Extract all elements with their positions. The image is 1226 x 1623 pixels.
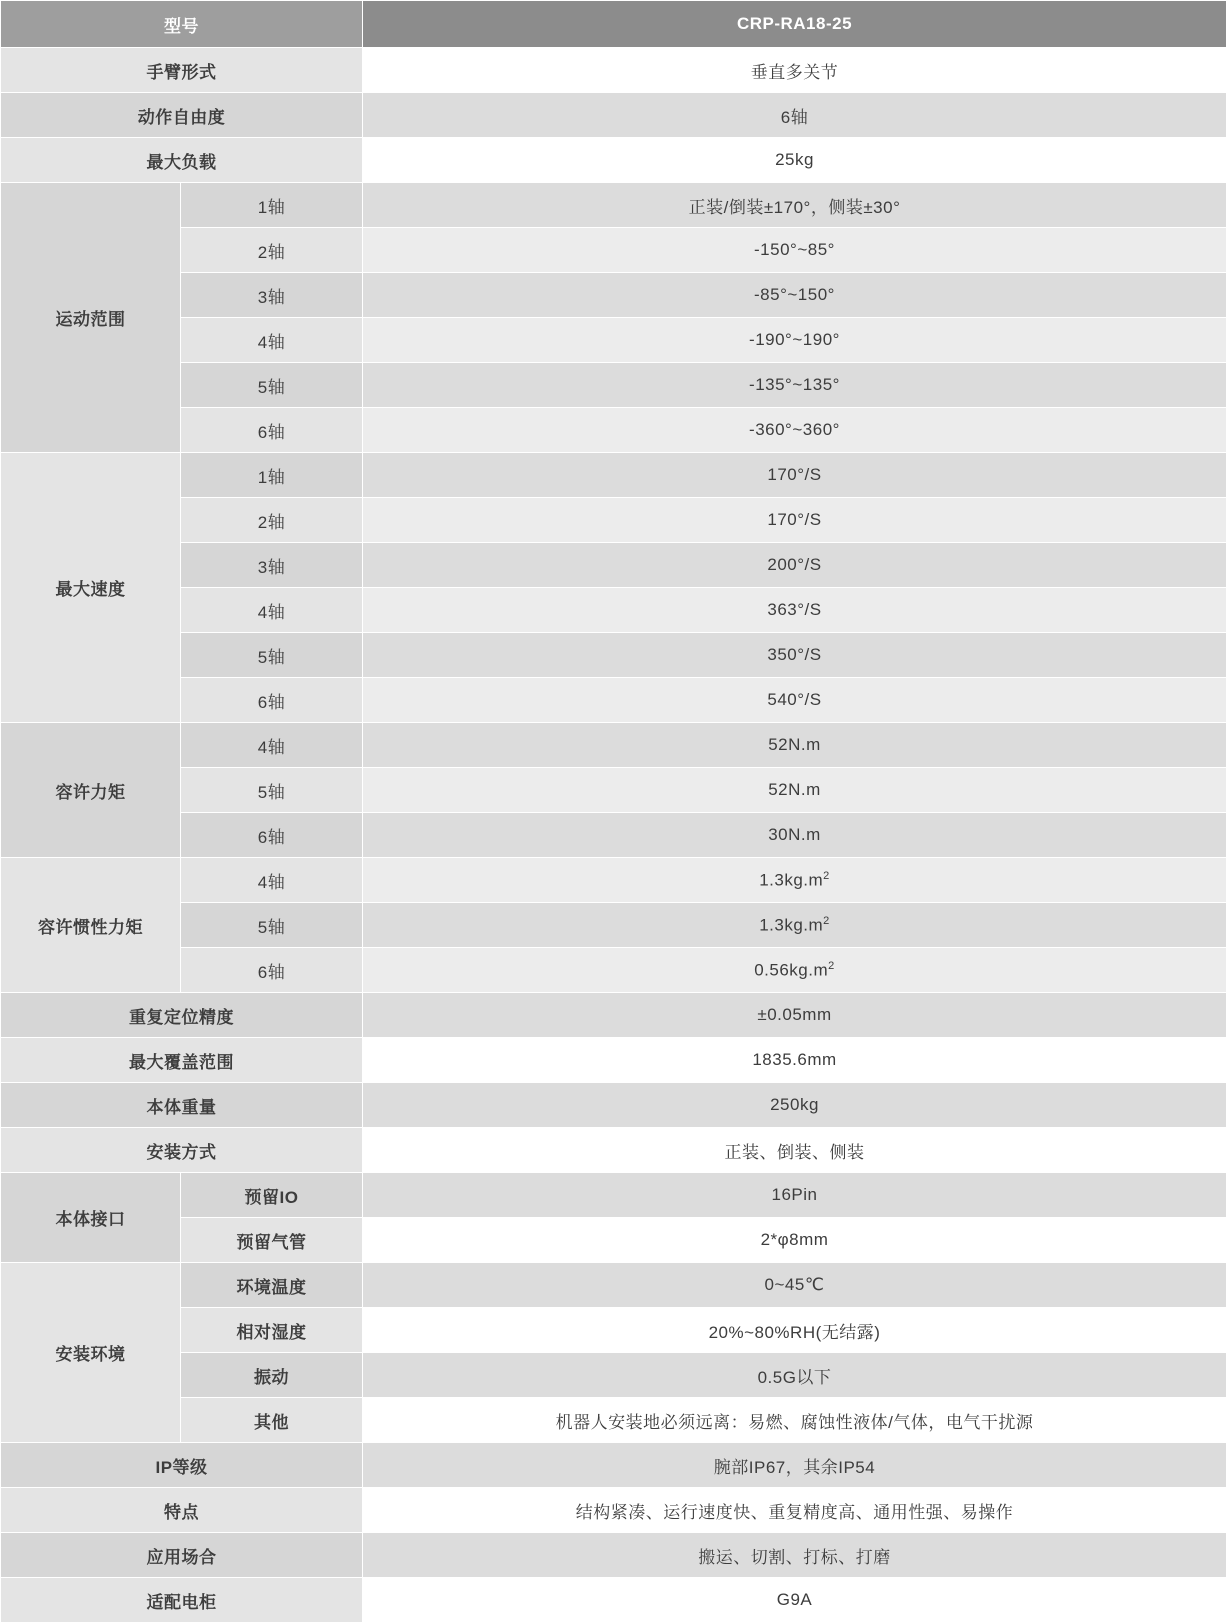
value-max-speed-axis3: 200°/S xyxy=(363,543,1226,588)
table-row-allowable-inertia-3 xyxy=(1,948,1226,993)
table-row-motion-range-2 xyxy=(1,228,1226,273)
sublabel-body-interface-air: 预留气管 xyxy=(181,1218,363,1263)
label-allowable-inertia: 容许惯性力矩 xyxy=(1,858,181,993)
sublabel-motion-range-axis1: 1轴 xyxy=(181,183,363,228)
value-allowable-inertia-axis4 xyxy=(363,858,1226,903)
value-repeatability: ±0.05mm xyxy=(363,993,1226,1038)
value-motion-range-axis3: -85°~150° xyxy=(363,273,1226,318)
sublabel-max-speed-axis3: 3轴 xyxy=(181,543,363,588)
header-value: CRP-RA18-25 xyxy=(363,1,1226,48)
table-row-motion-range-5 xyxy=(1,363,1226,408)
value-allowable-inertia-axis6 xyxy=(363,948,1226,993)
label-body-interface: 本体接口 xyxy=(1,1173,181,1263)
header-label: 型号 xyxy=(1,1,363,48)
table-row-ip-rating xyxy=(1,1443,1226,1488)
value-allowable-inertia-axis6-sup: 2 xyxy=(828,960,835,972)
value-install-env-humidity: 20%~80%RH(无结露) xyxy=(363,1308,1226,1353)
table-row-applications xyxy=(1,1533,1226,1578)
sublabel-max-speed-axis1: 1轴 xyxy=(181,453,363,498)
table-row-cabinet xyxy=(1,1578,1226,1623)
value-motion-range-axis6: -360°~360° xyxy=(363,408,1226,453)
value-allowable-torque-axis6: 30N.m xyxy=(363,813,1226,858)
value-motion-range-axis4: -190°~190° xyxy=(363,318,1226,363)
sublabel-body-interface-io: 预留IO xyxy=(181,1173,363,1218)
value-max-speed-axis2: 170°/S xyxy=(363,498,1226,543)
label-max-load: 最大负载 xyxy=(1,138,363,183)
table-row-features xyxy=(1,1488,1226,1533)
table-row-motion-range-6 xyxy=(1,408,1226,453)
table-row-body-interface-2 xyxy=(1,1218,1226,1263)
sublabel-allowable-torque-axis6: 6轴 xyxy=(181,813,363,858)
table-row-max-speed-1 xyxy=(1,453,1226,498)
label-dof: 动作自由度 xyxy=(1,93,363,138)
value-applications: 搬运、切割、打标、打磨 xyxy=(363,1533,1226,1578)
sublabel-allowable-inertia-axis4: 4轴 xyxy=(181,858,363,903)
value-allowable-inertia-axis4-sup: 2 xyxy=(823,870,830,882)
label-max-reach: 最大覆盖范围 xyxy=(1,1038,363,1083)
table-row-max-load xyxy=(1,138,1226,183)
table-row-install-env-4 xyxy=(1,1398,1226,1443)
table-row-max-reach xyxy=(1,1038,1226,1083)
table-row-motion-range-3 xyxy=(1,273,1226,318)
value-install-env-other: 机器人安装地必须远离：易燃、腐蚀性液体/气体，电气干扰源 xyxy=(363,1398,1226,1443)
value-max-speed-axis4: 363°/S xyxy=(363,588,1226,633)
value-ip-rating: 腕部IP67，其余IP54 xyxy=(363,1443,1226,1488)
value-motion-range-axis1: 正装/倒装±170°，侧装±30° xyxy=(363,183,1226,228)
sublabel-allowable-inertia-axis6: 6轴 xyxy=(181,948,363,993)
value-allowable-inertia-axis4-text: 1.3kg.m xyxy=(759,870,823,889)
sublabel-max-speed-axis4: 4轴 xyxy=(181,588,363,633)
table-row-max-speed-2 xyxy=(1,498,1226,543)
label-motion-range: 运动范围 xyxy=(1,183,181,453)
label-ip-rating: IP等级 xyxy=(1,1443,363,1488)
sublabel-motion-range-axis5: 5轴 xyxy=(181,363,363,408)
table-row-body-interface-1 xyxy=(1,1173,1226,1218)
label-arm-type: 手臂形式 xyxy=(1,48,363,93)
sublabel-max-speed-axis2: 2轴 xyxy=(181,498,363,543)
sublabel-allowable-torque-axis5: 5轴 xyxy=(181,768,363,813)
value-max-speed-axis6: 540°/S xyxy=(363,678,1226,723)
sublabel-install-env-temperature: 环境温度 xyxy=(181,1263,363,1308)
value-cabinet: G9A xyxy=(363,1578,1226,1623)
label-install-env: 安装环境 xyxy=(1,1263,181,1443)
value-max-load: 25kg xyxy=(363,138,1226,183)
value-allowable-inertia-axis5-sup: 2 xyxy=(823,915,830,927)
table-row-max-speed-3 xyxy=(1,543,1226,588)
value-features: 结构紧凑、运行速度快、重复精度高、通用性强、易操作 xyxy=(363,1488,1226,1533)
table-row-max-speed-4 xyxy=(1,588,1226,633)
sublabel-max-speed-axis5: 5轴 xyxy=(181,633,363,678)
label-applications: 应用场合 xyxy=(1,1533,363,1578)
value-motion-range-axis5: -135°~135° xyxy=(363,363,1226,408)
table-row-dof xyxy=(1,93,1226,138)
table-row-allowable-inertia-1 xyxy=(1,858,1226,903)
value-body-weight: 250kg xyxy=(363,1083,1226,1128)
label-max-speed: 最大速度 xyxy=(1,453,181,723)
sublabel-motion-range-axis3: 3轴 xyxy=(181,273,363,318)
value-allowable-torque-axis5: 52N.m xyxy=(363,768,1226,813)
table-row-motion-range-4 xyxy=(1,318,1226,363)
value-max-speed-axis5: 350°/S xyxy=(363,633,1226,678)
table-row-body-weight xyxy=(1,1083,1226,1128)
value-mounting: 正装、倒装、侧装 xyxy=(363,1128,1226,1173)
label-repeatability: 重复定位精度 xyxy=(1,993,363,1038)
value-max-speed-axis1: 170°/S xyxy=(363,453,1226,498)
label-features: 特点 xyxy=(1,1488,363,1533)
sublabel-max-speed-axis6: 6轴 xyxy=(181,678,363,723)
sublabel-install-env-humidity: 相对湿度 xyxy=(181,1308,363,1353)
table-row-allowable-torque-3 xyxy=(1,813,1226,858)
value-allowable-torque-axis4: 52N.m xyxy=(363,723,1226,768)
label-mounting: 安装方式 xyxy=(1,1128,363,1173)
value-motion-range-axis2: -150°~85° xyxy=(363,228,1226,273)
sublabel-install-env-vibration: 振动 xyxy=(181,1353,363,1398)
value-dof: 6轴 xyxy=(363,93,1226,138)
table-row-max-speed-6 xyxy=(1,678,1226,723)
table-row-allowable-torque-2 xyxy=(1,768,1226,813)
table-row-arm-type xyxy=(1,48,1226,93)
table-row-install-env-1 xyxy=(1,1263,1226,1308)
sublabel-motion-range-axis6: 6轴 xyxy=(181,408,363,453)
value-allowable-inertia-axis5-text: 1.3kg.m xyxy=(759,915,823,934)
table-row-mounting xyxy=(1,1128,1226,1173)
table-row-header xyxy=(1,1,1226,48)
sublabel-install-env-other: 其他 xyxy=(181,1398,363,1443)
value-body-interface-io: 16Pin xyxy=(363,1173,1226,1218)
table-row-install-env-3 xyxy=(1,1353,1226,1398)
table-row-allowable-inertia-2 xyxy=(1,903,1226,948)
value-allowable-inertia-axis5 xyxy=(363,903,1226,948)
label-cabinet: 适配电柜 xyxy=(1,1578,363,1623)
label-allowable-torque: 容许力矩 xyxy=(1,723,181,858)
table-row-motion-range-1 xyxy=(1,183,1226,228)
sublabel-allowable-inertia-axis5: 5轴 xyxy=(181,903,363,948)
value-max-reach: 1835.6mm xyxy=(363,1038,1226,1083)
value-body-interface-air: 2*φ8mm xyxy=(363,1218,1226,1263)
sublabel-allowable-torque-axis4: 4轴 xyxy=(181,723,363,768)
value-allowable-inertia-axis6-text: 0.56kg.m xyxy=(754,960,828,979)
table-row-repeatability xyxy=(1,993,1226,1038)
sublabel-motion-range-axis2: 2轴 xyxy=(181,228,363,273)
label-body-weight: 本体重量 xyxy=(1,1083,363,1128)
value-install-env-vibration: 0.5G以下 xyxy=(363,1353,1226,1398)
table-row-allowable-torque-1 xyxy=(1,723,1226,768)
table-row-install-env-2 xyxy=(1,1308,1226,1353)
value-arm-type: 垂直多关节 xyxy=(363,48,1226,93)
sublabel-motion-range-axis4: 4轴 xyxy=(181,318,363,363)
value-install-env-temperature: 0~45℃ xyxy=(363,1263,1226,1308)
table-row-max-speed-5 xyxy=(1,633,1226,678)
